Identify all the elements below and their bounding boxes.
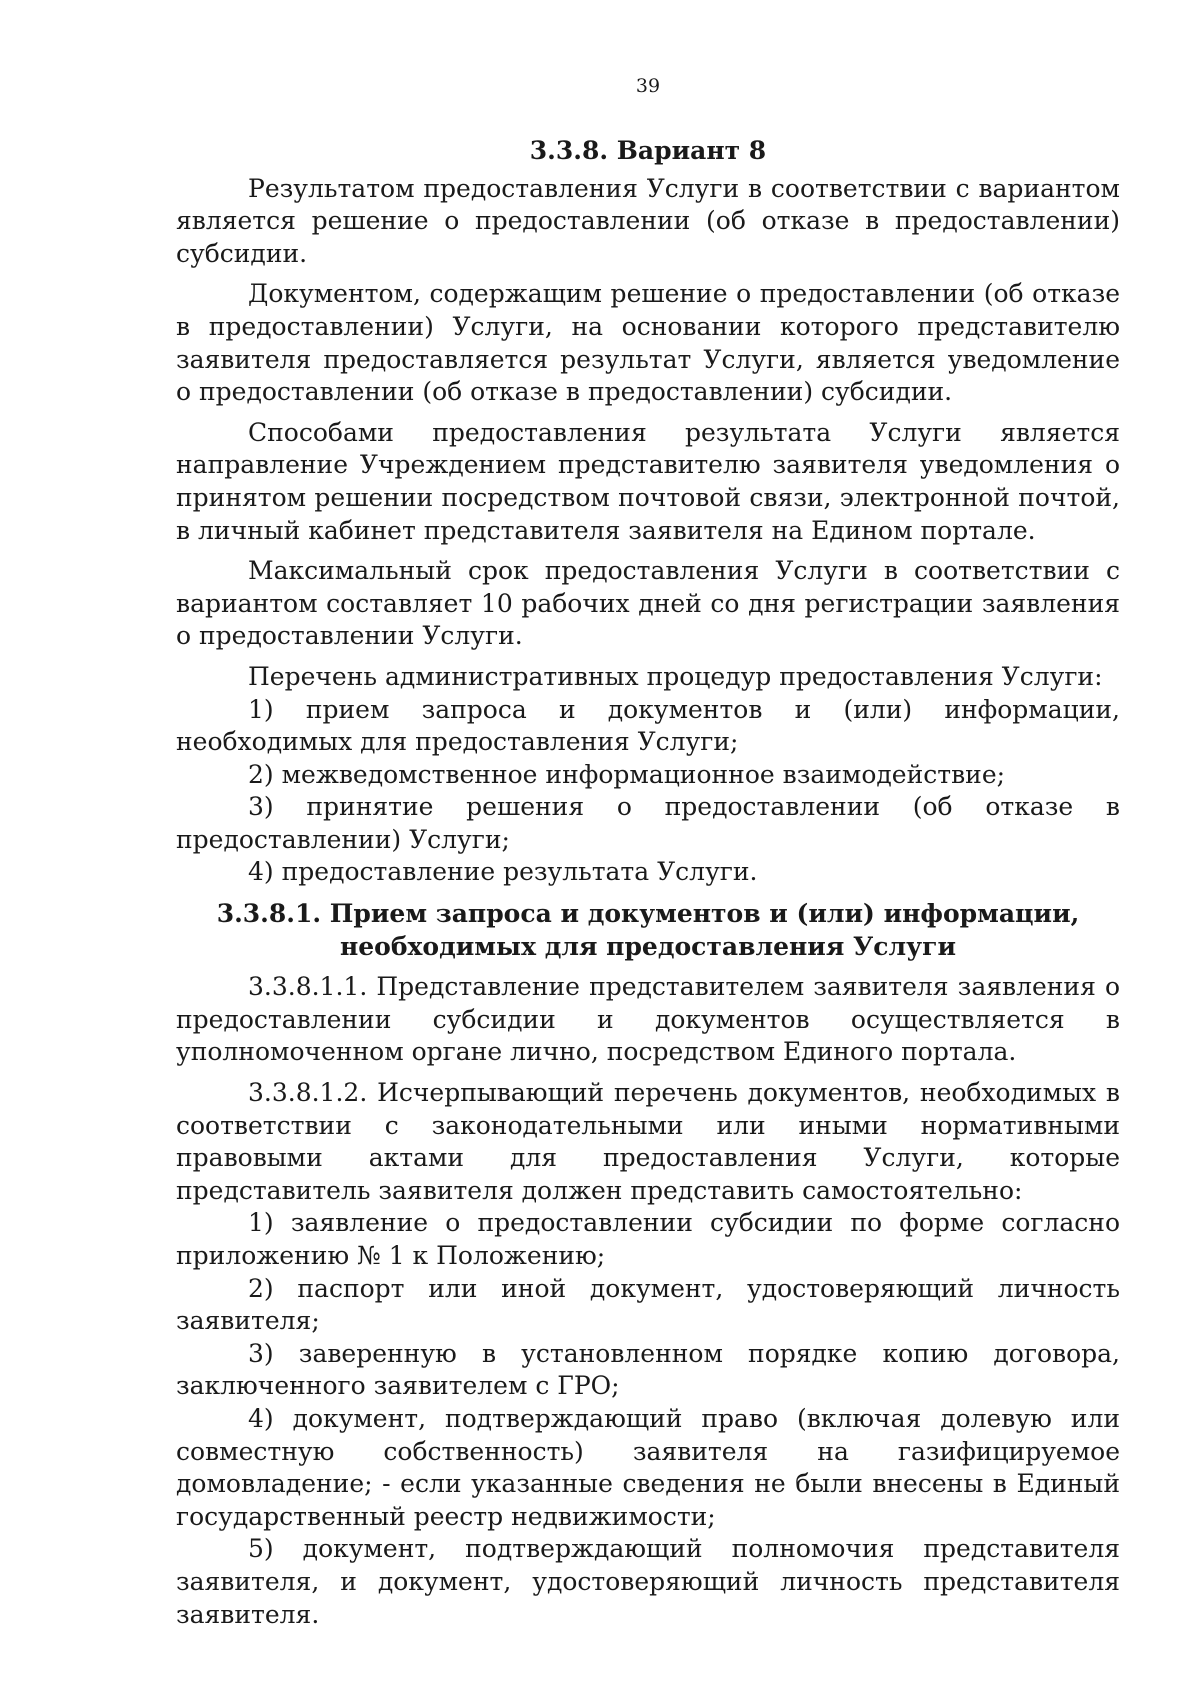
procedure-item: 3) принятие решения о предоставлении (об отказе в предоставлении) Услуги; (176, 792, 1120, 854)
paragraph-submission: 3.3.8.1.1. Представление представителем заявителя заявления о предоставлении субсидии и документов осуществляется в уполномоченном органе лично, посредством Единого портала. (176, 972, 1120, 1067)
document-item: 5) документ, подтверждающий полномочия представителя заявителя, и документ, удостоверяющий личность представителя заявителя. (176, 1534, 1120, 1629)
procedures-intro: Перечень административных процедур предоставления Услуги: (248, 661, 1103, 691)
paragraph-result-methods: Способами предоставления результата Услуги является направление Учреждением представителю заявителя уведомления о принятом решении посредством почтовой связи, электронной почтой, в личный кабинет представителя заявителя на Едином портале. (176, 417, 1120, 545)
paragraph-result-document: Документом, содержащим решение о предоставлении (об отказе в предоставлении) Услуги, на основании которого представителю заявителя предоставляется результат Услуги, является уведомление о предоставлении (об отказе в предоставлении) субсидии. (176, 279, 1120, 407)
paragraph-max-term: Максимальный срок предоставления Услуги в соответствии с вариантом составляет 10 рабочих дней со дня регистрации заявления о предоставлении Услуги. (176, 556, 1120, 651)
procedure-item: 1) прием запроса и документов и (или) информации, необходимых для предоставления Услуги; (176, 694, 1120, 757)
procedure-item: 4) предоставление результата Услуги. (248, 857, 758, 887)
procedure-item: 2) межведомственное информационное взаимодействие; (248, 759, 1006, 789)
paragraph-result: Результатом предоставления Услуги в соответствии с вариантом является решение о предоставлении (об отказе в предоставлении) субсидии. (176, 173, 1120, 268)
page-number: 39 (635, 75, 661, 97)
section-title: 3.3.8. Вариант 8 (529, 136, 767, 165)
subsection-title: 3.3.8.1. Прием запроса и документов и (или) информации, необходимых для предоставления Услуги (216, 899, 1080, 961)
document-item: 3) заверенную в установленном порядке копию договора, заключенного заявителем с ГРО; (176, 1338, 1120, 1401)
paragraph-documents-list-intro: 3.3.8.1.2. Исчерпывающий перечень документов, необходимых в соответствии с законодательными или иными нормативными правовыми актами для предоставления Услуги, которые представитель заявителя должен представить самостоятельно: (176, 1078, 1120, 1205)
document-content (176, 135, 1120, 1631)
document-item: 4) документ, подтверждающий право (включая долевую или совместную собственность) заявителя на газифицируемое домовладение; - если указанные сведения не были внесены в Единый государственный реестр недвижимости; (176, 1403, 1120, 1531)
document-item: 2) паспорт или иной документ, удостоверяющий личность заявителя; (176, 1273, 1120, 1336)
document-item: 1) заявление о предоставлении субсидии по форме согласно приложению № 1 к Положению; (176, 1208, 1120, 1270)
